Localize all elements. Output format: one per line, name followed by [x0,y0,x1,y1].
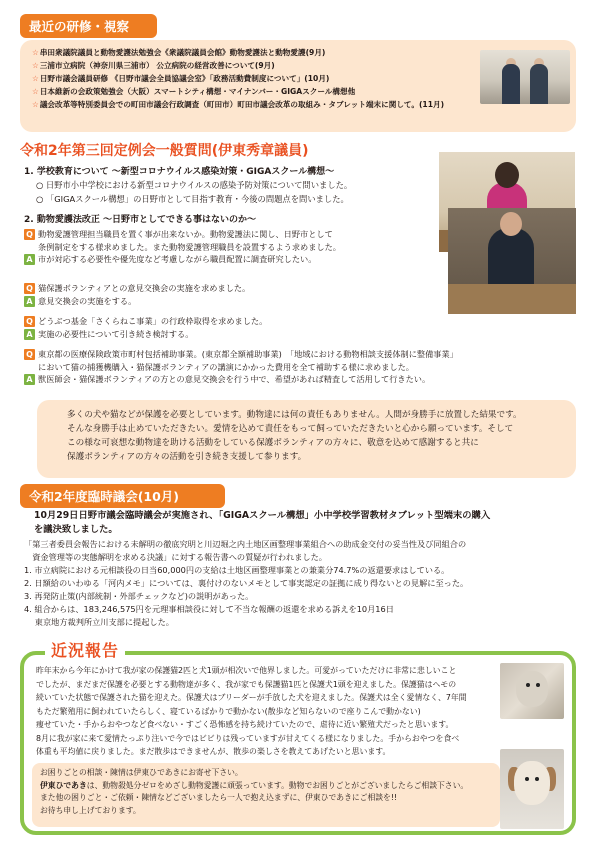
message-line: そんな身勝手は止めていただきたい。愛情を込めて責任をもって飼っていただきたいと心から願っています。そして [67,424,514,434]
qa-block: Q 東京都の医療保険政策市町村包括補助事業。(東京都全額補助事業) 「地域における動物相談支援体制に整備事業」 において猫の捕獲機購入・猫保護ボランティアの講演にかかった費用を全て補助する様に求めました。 A 獣医師会・猫保護ボランティアの方との意見交換会を行う中で、希望があれば精査して活用して行きたい。 [24,348,458,386]
question-badge-icon: Q [24,349,35,360]
question-1-line: ○ 日野市小中学校における新型コロナウイルスの感染予防対策について問いました。 [36,180,353,190]
recent-report-title: 近況報告 [45,638,125,661]
question-badge-icon: Q [24,283,35,294]
general-question-title: 令和2年第三回定例会一般質問(伊東秀章議員) [20,143,309,159]
star-icon: ☆ [32,74,39,83]
cat-photo [500,663,564,719]
answer-badge-icon: A [24,329,35,340]
seminar-item: ☆串田衆議院議員と動物愛護法勉強会《衆議院議員会館》動物愛護法と動物愛護(9月) [32,48,326,57]
star-icon: ☆ [32,61,39,70]
question-1-line: ○ 「GIGAスクール構想」の日野市として目指す教育・今後の問題点を問いました。 [36,194,349,204]
message-line: 保護ボランティアの方々の活動を引き続き支援して参ります。 [67,452,307,462]
qa-block: Q 動物愛護管理担当職員を置く事が出来ないか。動物愛護法に関し、日野市として 条例制定をする様求めました。また動物愛護管理職員を設置するよう求めました。 A 市が対応する必要性や優先度など考慮しながら職員配置に調査研究したい。 [24,228,341,266]
contact-box: お困りごとの相談・陳情は伊東ひであきにお寄せ下さい。 伊東ひであきは、動物殺処分ゼロをめざし動物愛護に頑張っています。動物でお困りごとがございましたらご相談下さい。 また他の困りごと・ご依頼・陳情などございましたら一人で抱え込まずに、伊東ひであきにご相談を!! お待ち申し上げております。 [32,763,500,827]
star-icon: ☆ [32,87,39,96]
star-icon: ☆ [32,100,39,109]
star-icon: ☆ [32,48,39,57]
question-2-heading: 2. 動物愛護法改正 ～日野市としてできる事はないのか～ [24,215,256,225]
message-box [37,400,576,478]
recent-report-text: 昨年末から今年にかけて我が家の保護猫2匹と犬1頭が相次いで他界しました。可愛がっていただけに非常に悲しいこと でしたが、まだまだ保護を必要とする動物達が多く、我が家でも保護猫1匹と保護犬1頭を迎えました。保護猫はヘモの 続いていた状態で保護された猫を迎えた。保護犬はブリーダーが手放した犬を迎えました。保護犬は全く愛情なく、7年間 もただ繁殖用に飼われていたらしく、寝ているばかりで動かない(散歩など知らないので座りこんで動かない) 痩せていた・手からおやつなど食べない・すごく恐怖感を持ち続けていたので、虐待に近い繁殖犬だったと思います。 8月に我が家に来て愛情たっぷり注いで今ではビビりは残っていますが甘えてくる様になりました。手からおやつを食べ 体重も平均値に戻りました。まだ散歩はできませんが、散歩の楽しさを教えてあげたいと思います。 [36,666,467,756]
seminar-item: ☆三浦市立病院（神奈川県三浦市） 公立病院の経営改善について(9月) [32,61,275,70]
extraordinary-session-body: 「第三者委員会報告における未解明の徹底究明と川辺堀之内土地区画整理事業組合への助成金交付の妥当性及び同組合の 資金管理等の実態解明を求める決議」に対する報告書への質疑が行われました。 1. 市立病院における元相談役の日当60,000円の支給は土地区画整理事業との兼業分74.7%の返還要求はしている。 2. 日額給のいわゆる「河内メモ」については、裏付けのないメモとして事実認定の証拠に成り得ないとの見解に至った。 3. 再発防止策(内部統制・外部チェックなど)の説明があった。 4. 組合からは、183,246,575円を元理事相談役に対して不当な報酬の返還を求める訴えを10月16日 東京地方裁判所立川支部に提起した。 [24,539,469,627]
seminar-item: ☆議会改革等特別委員会での町田市議会行政調査（町田市）町田市議会改革の取組み・タブレット端末に関して。(11月) [32,100,445,109]
answer-badge-icon: A [24,296,35,307]
seminar-item: ☆日野市議会議員研修 《日野市議会全員協議会室》「政務活動費制度について」(10月) [32,74,330,83]
recent-seminars-box [20,40,576,132]
recent-report-box [20,641,576,835]
question-badge-icon: Q [24,229,35,240]
answer-badge-icon: A [24,374,35,385]
extraordinary-session-title: 10月29日日野市議会臨時議会が実施され、「GIGAスクール構想」小中学校学習教材タブレット型端末の購入 を議決致しました。 [34,510,491,535]
question-badge-icon: Q [24,316,35,327]
podium-photo [448,208,576,314]
seminar-item: ☆日本維新の会政策勉強会（大阪）スマートシティ構想・マイナンバー・GIGAスクール構想他 [32,87,356,96]
extraordinary-session-tag: 令和2年度臨時議会(10月) [20,484,225,508]
dog-photo [500,749,564,829]
qa-block: Q どうぶつ基金「さくらねこ事業」の行政枠取得を求めました。 A 実施の必要性について引き続き検討する。 [24,315,267,340]
question-1-heading: 1. 学校教育について ～新型コロナウイルス感染対策・GIGAスクール構想～ [24,167,335,177]
message-line: 多くの犬や猫などが保護を必要としています。動物達には何の責任もありません。人間が身勝手に放置した結果です。 [67,410,522,420]
message-line: この様な可哀想な動物達を助ける活動をしている保護ボランティアの方々に、敬意を込めて感謝すると共に [67,438,479,448]
recent-seminars-tag: 最近の研修・視察 [20,14,157,38]
answer-badge-icon: A [24,254,35,265]
qa-block: Q 猫保護ボランティアとの意見交換会の実施を求めました。 A 意見交換会の実施をする。 [24,282,250,307]
